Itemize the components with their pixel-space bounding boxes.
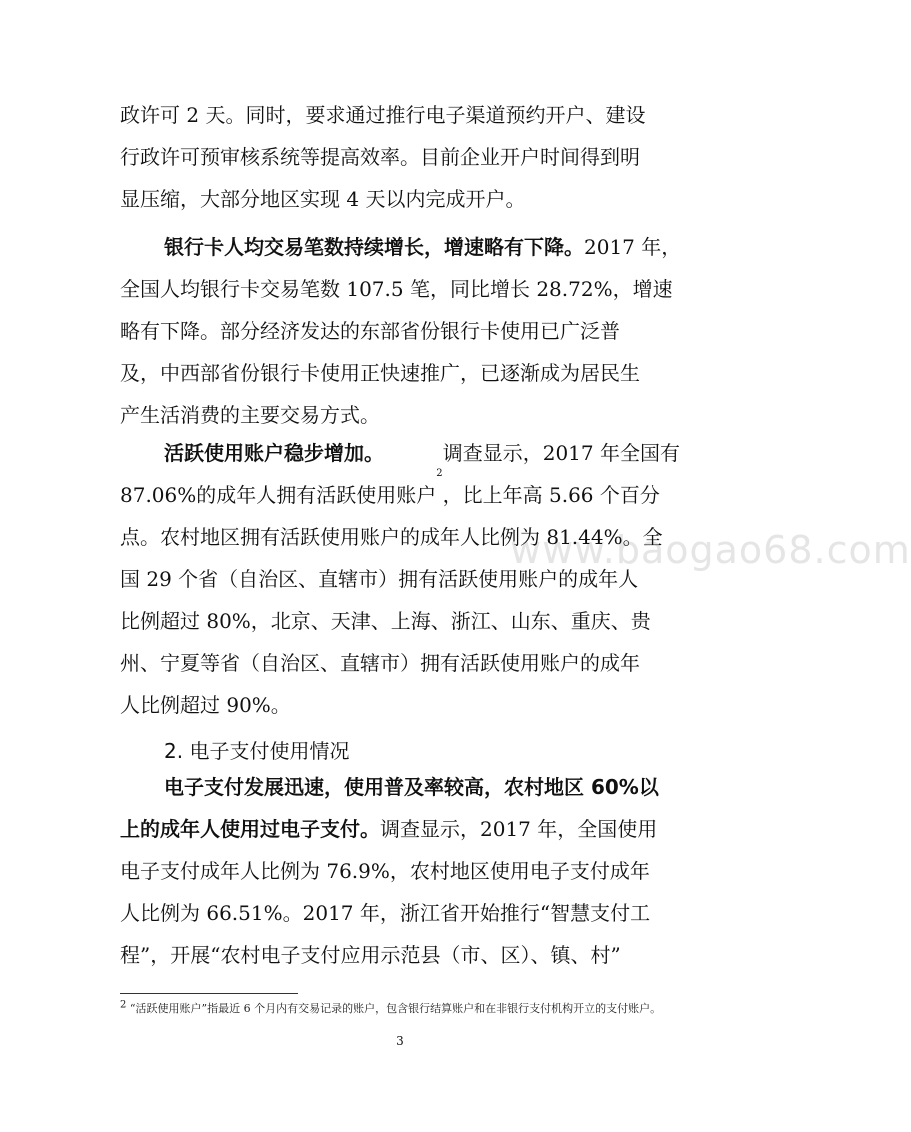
text-line: 行政许可预审核系统等提高效率。目前企业开户时间得到明 <box>120 145 640 169</box>
text-line: 电子支付成年人比例为 76.9%，农村地区使用电子支付成年 <box>120 859 650 883</box>
paragraph-4 <box>120 766 680 976</box>
paragraph-1 <box>120 94 680 220</box>
footnote-ref[interactable]: 2 <box>436 468 443 479</box>
text-line: 略有下降。部分经济发达的东部省份银行卡使用已广泛普 <box>120 319 620 343</box>
text-line: 显压缩，大部分地区实现 4 天以内完成开户。 <box>120 187 526 211</box>
text-line: 人比例为 66.51%。2017 年，浙江省开始推行“智慧支付工 <box>120 901 651 925</box>
bold-lead: 上的成年人使用过电子支付。 <box>120 817 380 841</box>
text-line: 国 29 个省（自治区、直辖市）拥有活跃使用账户的成年人 <box>120 567 639 591</box>
watermark: www.baogao68.com <box>510 528 911 572</box>
text-line: 比例超过 80%，北京、天津、上海、浙江、山东、重庆、贵 <box>120 609 651 633</box>
text-run: 调查显示，2017 年全国有 <box>442 441 680 465</box>
text-line: 产生活消费的主要交易方式。 <box>120 403 380 427</box>
text-line <box>120 226 680 268</box>
text-line: 程”，开展“农村电子支付应用示范县（市、区）、镇、村” <box>120 943 621 967</box>
text-line: 政许可 2 天。同时，要求通过推行电子渠道预约开户、建设 <box>120 103 646 127</box>
text-line <box>120 468 680 516</box>
footnote <box>120 1000 680 1018</box>
text-run: 2017 年， <box>584 235 682 259</box>
paragraph-3 <box>120 432 680 726</box>
footnote-text: “活跃使用账户”指最近 6 个月内有交易记录的账户，包含银行结算账户和在非银行支付机构开立的支付账户。 <box>129 1002 662 1015</box>
bold-lead: 活跃使用账户稳步增加。 <box>164 441 384 465</box>
text-line: 点。农村地区拥有活跃使用账户的成年人比例为 81.44%。全 <box>120 525 663 549</box>
bold-lead: 银行卡人均交易笔数持续增长，增速略有下降。 <box>164 235 584 259</box>
text-line: 及，中西部省份银行卡使用正快速推广，已逐渐成为居民生 <box>120 361 640 385</box>
text-run: ，比上年高 5.66 个百分 <box>442 483 660 507</box>
footnote-divider <box>120 993 298 994</box>
text-line <box>120 808 680 850</box>
page-number: 3 <box>396 1034 404 1048</box>
text-line <box>120 432 680 474</box>
footnote-marker: 2 <box>120 999 127 1011</box>
text-line: 电子支付发展迅速，使用普及率较高，农村地区 60%以 <box>164 775 659 799</box>
text-line: 人比例超过 90%。 <box>120 693 291 717</box>
text-run: 87.06%的成年人拥有活跃使用账户 <box>120 483 437 507</box>
text-line: 全国人均银行卡交易笔数 107.5 笔，同比增长 28.72%，增速 <box>120 277 673 301</box>
text-line: 州、宁夏等省（自治区、直辖市）拥有活跃使用账户的成年 <box>120 651 640 675</box>
section-heading: 2. 电子支付使用情况 <box>164 739 350 763</box>
paragraph-2 <box>120 226 680 436</box>
text-run: 调查显示，2017 年，全国使用 <box>380 817 658 841</box>
